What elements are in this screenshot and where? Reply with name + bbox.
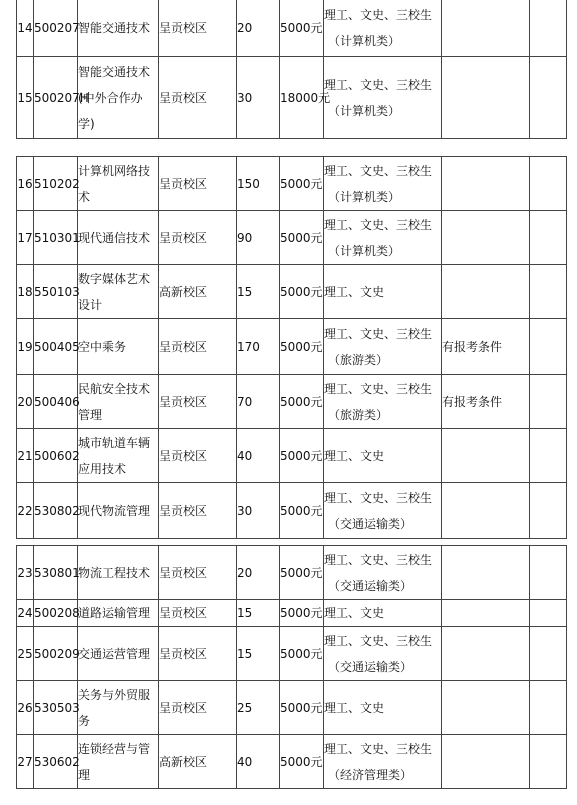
major-code: 500207H [34, 90, 89, 105]
subject-category-line: 理工、文史 [324, 606, 385, 620]
campus: 呈贡校区 [159, 20, 208, 35]
major-name-cell [78, 265, 159, 319]
enrollment-count-cell [237, 0, 280, 57]
major-name-line: 应用技术 [78, 461, 127, 476]
major-name-cell [78, 546, 159, 600]
row-number-cell [17, 157, 34, 211]
note-cell [442, 0, 530, 57]
row-number-cell [17, 211, 34, 265]
campus-cell [159, 0, 237, 57]
row-number-cell [17, 57, 34, 139]
enrollment-count: 15 [237, 606, 253, 620]
enrollment-count-cell [237, 429, 280, 483]
tuition-fee-cell [280, 157, 324, 211]
enrollment-count: 30 [237, 90, 253, 105]
major-code: 530801 [34, 565, 80, 580]
campus-cell [159, 211, 237, 265]
tuition-fee-cell [280, 546, 324, 600]
row-number: 21 [17, 448, 33, 463]
row-number-cell [17, 681, 34, 735]
tuition-fee: 5000元 [280, 284, 323, 299]
empty-cell [530, 546, 567, 600]
campus-cell [159, 600, 237, 627]
major-code-cell [34, 57, 89, 139]
major-name-line: 术 [78, 189, 91, 204]
table-block-2 [16, 156, 567, 539]
major-name-cell [78, 57, 159, 139]
row-number: 16 [17, 176, 33, 191]
major-name-line: 关务与外贸服 [78, 687, 151, 702]
row-number: 14 [17, 20, 33, 35]
subject-category-line: 理工、文史、三校生 [324, 326, 433, 341]
row-number-cell [17, 546, 34, 600]
major-name-line: 物流工程技术 [78, 565, 151, 580]
enrollment-count-cell [237, 157, 280, 211]
enrollment-count: 90 [237, 230, 253, 245]
table-row [17, 546, 567, 600]
campus: 呈贡校区 [159, 90, 208, 105]
row-number: 24 [17, 606, 33, 620]
tuition-fee-cell [280, 319, 324, 375]
subject-category-cell [324, 211, 442, 265]
enrollment-count: 70 [237, 394, 253, 409]
major-name-cell [78, 319, 159, 375]
major-name-line: 空中乘务 [78, 339, 127, 354]
major-code: 530802 [34, 503, 80, 518]
campus-cell [159, 157, 237, 211]
table-row [17, 735, 567, 789]
enrollment-count-cell [237, 600, 280, 627]
row-number-cell [17, 319, 34, 375]
major-code-cell [34, 265, 78, 319]
empty-cell [530, 429, 567, 483]
major-code: 500208 [34, 606, 80, 620]
major-name-line: 数字媒体艺术 [78, 271, 151, 286]
campus: 呈贡校区 [159, 565, 208, 580]
empty-cell [530, 157, 567, 211]
subject-category-cell [324, 483, 442, 539]
subject-category-cell [324, 681, 442, 735]
tuition-fee: 5000元 [280, 176, 323, 191]
row-number-cell [17, 429, 34, 483]
subject-category-line: （计算机类） [328, 243, 401, 258]
note-cell [442, 211, 530, 265]
enrollment-count: 40 [237, 448, 253, 463]
tuition-fee-cell [280, 265, 324, 319]
subject-category-line: （计算机类） [328, 33, 401, 48]
row-number: 26 [17, 700, 33, 715]
enrollment-count-cell [237, 735, 280, 789]
tuition-fee-cell [280, 375, 324, 429]
campus-cell [159, 627, 237, 681]
campus: 高新校区 [159, 284, 208, 299]
major-name-line: 智能交通技术 [78, 64, 151, 79]
tuition-fee: 5000元 [280, 394, 323, 409]
subject-category-line: 理工、文史、三校生 [324, 77, 433, 92]
major-name-line: (中外合作办 [78, 90, 143, 105]
subject-category-cell [324, 57, 442, 139]
subject-category-line: （计算机类） [328, 189, 401, 204]
table-row [17, 375, 567, 429]
campus: 高新校区 [159, 754, 208, 769]
major-name-line: 连锁经营与管 [78, 741, 151, 756]
empty-cell [530, 57, 567, 139]
campus-cell [159, 735, 237, 789]
note-cell [442, 319, 530, 375]
note-cell [442, 429, 530, 483]
tuition-fee: 5000元 [280, 565, 323, 580]
major-code-cell [34, 546, 78, 600]
subject-category-line: 理工、文史、三校生 [324, 163, 433, 178]
major-code-cell [34, 600, 78, 627]
table-row [17, 429, 567, 483]
table-row [17, 319, 567, 375]
campus-cell [159, 429, 237, 483]
row-number-cell [17, 483, 34, 539]
row-number-cell [17, 735, 34, 789]
major-name-cell [78, 211, 159, 265]
major-name-line: 管理 [78, 407, 103, 422]
campus: 呈贡校区 [159, 700, 208, 715]
row-number: 15 [17, 90, 33, 105]
empty-cell [530, 681, 567, 735]
major-name-line: 设计 [78, 297, 103, 312]
row-number: 20 [17, 394, 33, 409]
major-code-cell [34, 483, 78, 539]
major-name-line: 务 [78, 713, 91, 728]
tuition-fee-cell [280, 735, 324, 789]
major-code-cell [34, 429, 78, 483]
row-number: 22 [17, 503, 33, 518]
major-code-cell [34, 0, 78, 57]
note-cell [442, 57, 530, 139]
table-row [17, 627, 567, 681]
table-row [17, 600, 567, 627]
campus: 呈贡校区 [159, 176, 208, 191]
major-name-cell [78, 375, 159, 429]
major-name-line: 道路运输管理 [78, 606, 151, 620]
major-code-cell [34, 375, 78, 429]
subject-category-line: 理工、文史、三校生 [324, 381, 433, 396]
tuition-fee-cell [280, 0, 324, 57]
subject-category-cell [324, 735, 442, 789]
enrollment-count-cell [237, 681, 280, 735]
empty-cell [530, 211, 567, 265]
note-text: 有报考条件 [442, 394, 503, 409]
note-cell [442, 681, 530, 735]
subject-category-cell [324, 0, 442, 57]
tuition-fee: 5000元 [280, 700, 323, 715]
row-number-cell [17, 265, 34, 319]
note-cell [442, 483, 530, 539]
tuition-fee-cell [280, 211, 324, 265]
major-name-cell [78, 157, 159, 211]
subject-category-line: 理工、文史 [324, 700, 385, 715]
major-name-line: 民航安全技术 [78, 381, 151, 396]
empty-cell [530, 265, 567, 319]
major-name-line: 理 [78, 767, 91, 782]
note-cell [442, 735, 530, 789]
row-number-cell [17, 627, 34, 681]
major-name-cell [78, 483, 159, 539]
major-name-line: 智能交通技术 [78, 20, 151, 35]
major-code: 510202 [34, 176, 80, 191]
tuition-fee: 5000元 [280, 754, 323, 769]
major-code-cell [34, 627, 78, 681]
tuition-fee-cell [280, 600, 324, 627]
tuition-fee-cell [280, 429, 324, 483]
subject-category-cell [324, 600, 442, 627]
campus: 呈贡校区 [159, 646, 208, 661]
subject-category-cell [324, 429, 442, 483]
empty-cell [530, 627, 567, 681]
subject-category-line: （交通运输类） [328, 578, 413, 593]
tuition-fee: 5000元 [280, 230, 323, 245]
subject-category-line: （旅游类） [328, 352, 389, 367]
enrollment-count: 15 [237, 284, 253, 299]
tuition-fee: 5000元 [280, 646, 323, 661]
enrollment-count: 40 [237, 754, 253, 769]
row-number: 27 [17, 754, 33, 769]
enrollment-count: 170 [237, 339, 260, 354]
major-code-cell [34, 157, 78, 211]
major-name-cell [78, 681, 159, 735]
table-row [17, 483, 567, 539]
campus-cell [159, 265, 237, 319]
enrollment-count: 25 [237, 700, 253, 715]
row-number: 25 [17, 646, 33, 661]
major-code: 510301 [34, 230, 80, 245]
enrollment-count-cell [237, 265, 280, 319]
subject-category-line: （旅游类） [328, 407, 389, 422]
note-cell [442, 265, 530, 319]
enrollment-count: 150 [237, 176, 260, 191]
major-code: 500207 [34, 20, 80, 35]
major-name-line: 学) [78, 116, 95, 131]
row-number-cell [17, 600, 34, 627]
major-code: 500209 [34, 646, 80, 661]
major-code: 500602 [34, 448, 80, 463]
campus: 呈贡校区 [159, 448, 208, 463]
table-row [17, 211, 567, 265]
enrollment-count-cell [237, 57, 280, 139]
major-name-line: 交通运营管理 [78, 646, 151, 661]
tuition-fee: 5000元 [280, 606, 323, 620]
table-row [17, 265, 567, 319]
campus-cell [159, 57, 237, 139]
note-cell [442, 600, 530, 627]
subject-category-line: （计算机类） [328, 103, 401, 118]
major-code: 530602 [34, 754, 80, 769]
note-cell [442, 546, 530, 600]
tuition-fee: 5000元 [280, 339, 323, 354]
subject-category-line: （经济管理类） [328, 767, 413, 782]
table-row [17, 0, 567, 57]
major-name-line: 城市轨道车辆 [78, 435, 151, 450]
row-number: 23 [17, 565, 33, 580]
major-code-cell [34, 211, 78, 265]
tuition-fee-cell [280, 483, 324, 539]
subject-category-line: （交通运输类） [328, 516, 413, 531]
enrollment-count-cell [237, 627, 280, 681]
enrollment-count-cell [237, 319, 280, 375]
enrollment-count: 15 [237, 646, 253, 661]
subject-category-line: 理工、文史、三校生 [324, 633, 433, 648]
major-name-cell [78, 0, 159, 57]
subject-category-cell [324, 627, 442, 681]
major-code: 500405 [34, 339, 80, 354]
subject-category-line: 理工、文史、三校生 [324, 552, 433, 567]
row-number-cell [17, 0, 34, 57]
tuition-fee-cell [280, 57, 331, 139]
tuition-fee: 5000元 [280, 503, 323, 518]
subject-category-line: 理工、文史 [324, 448, 385, 463]
table-block-3 [16, 545, 567, 789]
subject-category-line: 理工、文史、三校生 [324, 490, 433, 505]
subject-category-line: 理工、文史 [324, 284, 385, 299]
row-number: 18 [17, 284, 33, 299]
subject-category-line: （交通运输类） [328, 659, 413, 674]
campus-cell [159, 681, 237, 735]
empty-cell [530, 375, 567, 429]
table-row [17, 157, 567, 211]
empty-cell [530, 0, 567, 57]
tuition-fee-cell [280, 627, 324, 681]
enrollment-count-cell [237, 483, 280, 539]
campus-cell [159, 546, 237, 600]
note-text: 有报考条件 [442, 339, 503, 354]
major-code-cell [34, 319, 78, 375]
campus-cell [159, 319, 237, 375]
subject-category-line: 理工、文史、三校生 [324, 741, 433, 756]
campus: 呈贡校区 [159, 394, 208, 409]
major-code-cell [34, 681, 78, 735]
major-code: 550103 [34, 284, 80, 299]
enrollment-count-cell [237, 211, 280, 265]
campus: 呈贡校区 [159, 230, 208, 245]
subject-category-cell [324, 265, 442, 319]
row-number: 19 [17, 339, 33, 354]
note-cell [442, 627, 530, 681]
major-name-cell [78, 600, 159, 627]
enrollment-count-cell [237, 375, 280, 429]
major-code: 500406 [34, 394, 80, 409]
major-name-cell [78, 429, 159, 483]
subject-category-line: 理工、文史、三校生 [324, 7, 433, 22]
major-name-cell [78, 627, 159, 681]
tuition-fee-cell [280, 681, 324, 735]
major-name-line: 现代物流管理 [78, 503, 151, 518]
campus-cell [159, 375, 237, 429]
note-cell [442, 375, 530, 429]
empty-cell [530, 319, 567, 375]
major-name-line: 计算机网络技 [78, 163, 151, 178]
table-row [17, 57, 567, 139]
subject-category-cell [324, 546, 442, 600]
subject-category-cell [324, 157, 442, 211]
table-row [17, 681, 567, 735]
row-number-cell [17, 375, 34, 429]
enrollment-count-cell [237, 546, 280, 600]
major-code: 530503 [34, 700, 80, 715]
subject-category-cell [324, 375, 442, 429]
tuition-fee: 5000元 [280, 20, 323, 35]
campus: 呈贡校区 [159, 339, 208, 354]
empty-cell [530, 600, 567, 627]
enrollment-count: 30 [237, 503, 253, 518]
note-cell [442, 157, 530, 211]
campus: 呈贡校区 [159, 606, 208, 620]
campus: 呈贡校区 [159, 503, 208, 518]
empty-cell [530, 483, 567, 539]
empty-cell [530, 735, 567, 789]
table-block-1 [16, 0, 567, 139]
row-number: 17 [17, 230, 33, 245]
tuition-fee: 5000元 [280, 448, 323, 463]
tuition-fee: 18000元 [280, 90, 331, 105]
enrollment-count: 20 [237, 20, 253, 35]
major-name-line: 现代通信技术 [78, 230, 151, 245]
subject-category-cell [324, 319, 442, 375]
enrollment-count: 20 [237, 565, 253, 580]
major-code-cell [34, 735, 78, 789]
campus-cell [159, 483, 237, 539]
major-name-cell [78, 735, 159, 789]
subject-category-line: 理工、文史、三校生 [324, 217, 433, 232]
